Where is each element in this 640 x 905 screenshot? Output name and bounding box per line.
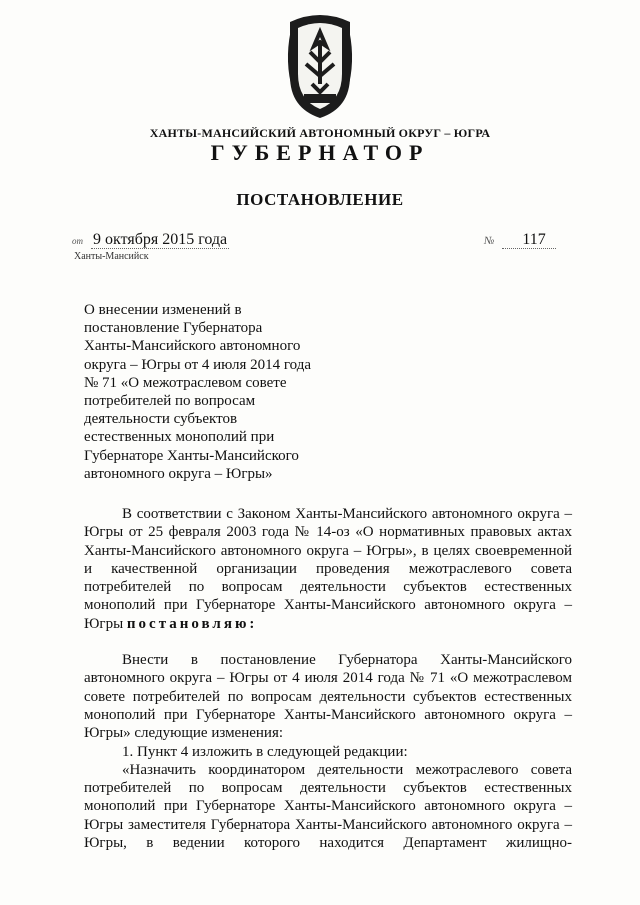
decree-body bbox=[84, 505, 572, 852]
governor-heading: ГУБЕРНАТОР bbox=[210, 140, 430, 165]
paragraph-line: Югры, в ведении которого находится Департамент жилищно- bbox=[84, 835, 572, 852]
paragraph-line: «Назначить координатором деятельности межотраслевого совета bbox=[122, 761, 572, 778]
paragraph-line: автономного округа – Югры от 4 июля 2014 года № 71 «О межотраслевом bbox=[84, 670, 572, 687]
decree-keyword: постановляю: bbox=[126, 615, 258, 632]
paragraph-line: В соответствии с Законом Ханты-Мансийского автономного округа – bbox=[122, 506, 572, 522]
paragraph-line: Югры от 25 февраля 2003 года № 14-оз «О нормативных правовых актах bbox=[84, 524, 572, 541]
paragraph-line: Югры заместителя Губернатора Ханты-Мансийского автономного округа – bbox=[84, 816, 572, 833]
decree-city: Ханты-Мансийск bbox=[74, 251, 149, 262]
paragraph-line: монополий при Губернаторе Ханты-Мансийского автономного округа – bbox=[84, 597, 572, 614]
paragraph-line: монополий при Губернаторе Ханты-Мансийского автономного округа – bbox=[84, 706, 572, 723]
decree-date: от 9 октября 2015 года bbox=[72, 231, 228, 248]
decree-number: № 117 bbox=[484, 231, 556, 249]
paragraph-line: монополий при Губернаторе Ханты-Мансийского автономного округа – bbox=[84, 798, 572, 815]
coat-of-arms-emblem bbox=[276, 12, 364, 124]
paragraph-line: Внести в постановление Губернатора Ханты-Мансийского bbox=[122, 652, 572, 669]
paragraph-line: совете потребителей по вопросам деятельности субъектов естественных bbox=[84, 688, 572, 705]
paragraph-line: Югры постановляю: bbox=[84, 615, 258, 632]
paragraph-line: потребителей по вопросам деятельности субъектов естественных bbox=[84, 780, 572, 797]
list-item: 1. Пункт 4 изложить в следующей редакции: bbox=[122, 743, 408, 760]
paragraph-line: Ханты-Мансийского автономного округа – Югры», в целях своевременной bbox=[84, 542, 572, 559]
paragraph-line: потребителей по вопросам деятельности субъектов естественных bbox=[84, 579, 572, 596]
decree-subject: О внесении изменений в постановление Губернатора Ханты-Мансийского автономного округа – Югры от 4 июля 2014 года № 71 «О межотраслевом совете потребителей по вопросам деятельности субъектов естественных монополий при Губернаторе Ханты-Мансийского автономного округа – Югры» bbox=[84, 302, 312, 482]
paragraph-line: Югры» следующие изменения: bbox=[84, 725, 284, 742]
region-name: ХАНТЫ-МАНСИЙСКИЙ АВТОНОМНЫЙ ОКРУГ – ЮГРА bbox=[149, 126, 491, 140]
paragraph-line: и качественной организации проведения межотраслевого совета bbox=[84, 560, 572, 577]
decree-type: ПОСТАНОВЛЕНИЕ bbox=[236, 190, 404, 209]
